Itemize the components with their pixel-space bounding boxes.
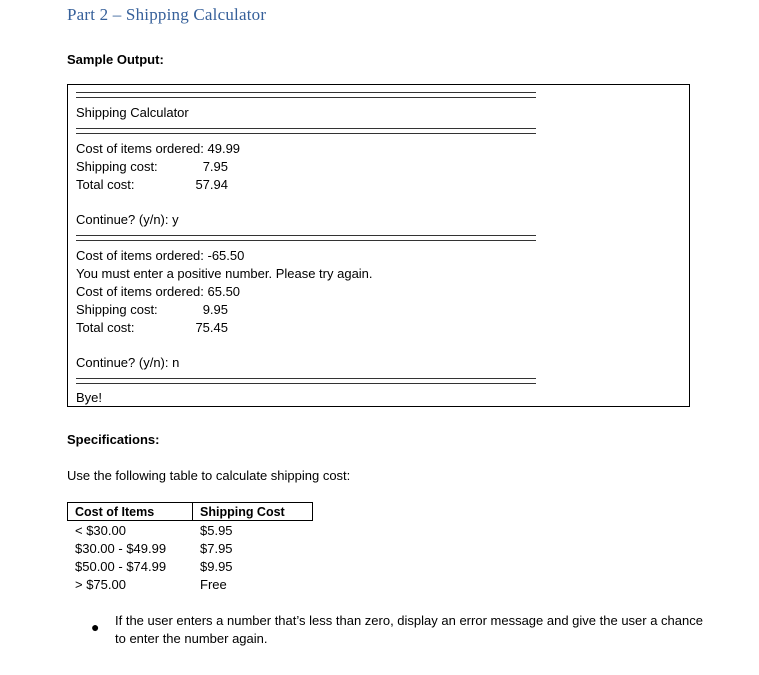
- output-error-message: You must enter a positive number. Please try again.: [76, 266, 373, 281]
- specifications-label: Specifications:: [67, 432, 160, 447]
- table-cell: < $30.00: [75, 523, 126, 538]
- table-cell: Free: [200, 577, 227, 592]
- output-continue-prompt: Continue? (y/n): n: [76, 355, 180, 370]
- sample-output-label: Sample Output:: [67, 52, 164, 67]
- table-header-cost: Cost of Items: [67, 502, 193, 521]
- output-cost-negative: Cost of items ordered: -65.50: [76, 248, 245, 263]
- table-cell: $9.95: [200, 559, 233, 574]
- separator-line: [76, 92, 536, 98]
- table-cell: $7.95: [200, 541, 233, 556]
- table-cell: > $75.00: [75, 577, 126, 592]
- output-shipping-label: Shipping cost:: [76, 159, 158, 174]
- output-total-label: Total cost:: [76, 320, 135, 335]
- separator-line: [76, 235, 536, 241]
- output-cost-line: Cost of items ordered: 49.99: [76, 141, 241, 156]
- output-bye: Bye!: [76, 390, 103, 405]
- output-total-value: 57.94: [195, 177, 228, 192]
- table-cell: $30.00 - $49.99: [75, 541, 167, 556]
- separator-line: [76, 128, 536, 134]
- output-cost-line: Cost of items ordered: 65.50: [76, 284, 241, 299]
- output-continue-prompt: Continue? (y/n): y: [76, 212, 179, 227]
- sample-output-box: [67, 84, 690, 407]
- output-shipping-value: 9.95: [202, 302, 228, 317]
- bullet-text: If the user enters a number that’s less than zero, display an error message and give the user a chance to enter the number again.: [115, 613, 703, 646]
- separator-line: [76, 378, 536, 384]
- page-title: Part 2 – Shipping Calculator: [67, 5, 267, 24]
- output-shipping-label: Shipping cost:: [76, 302, 158, 317]
- table-header-shipping: Shipping Cost: [192, 502, 313, 521]
- output-total-label: Total cost:: [76, 177, 135, 192]
- table-cell: $5.95: [200, 523, 233, 538]
- output-title: Shipping Calculator: [76, 105, 189, 120]
- table-intro: Use the following table to calculate shipping cost:: [67, 468, 351, 483]
- output-shipping-value: 7.95: [202, 159, 228, 174]
- table-cell: $50.00 - $74.99: [75, 559, 167, 574]
- output-total-value: 75.45: [195, 320, 228, 335]
- bullet-icon: ●: [91, 619, 100, 635]
